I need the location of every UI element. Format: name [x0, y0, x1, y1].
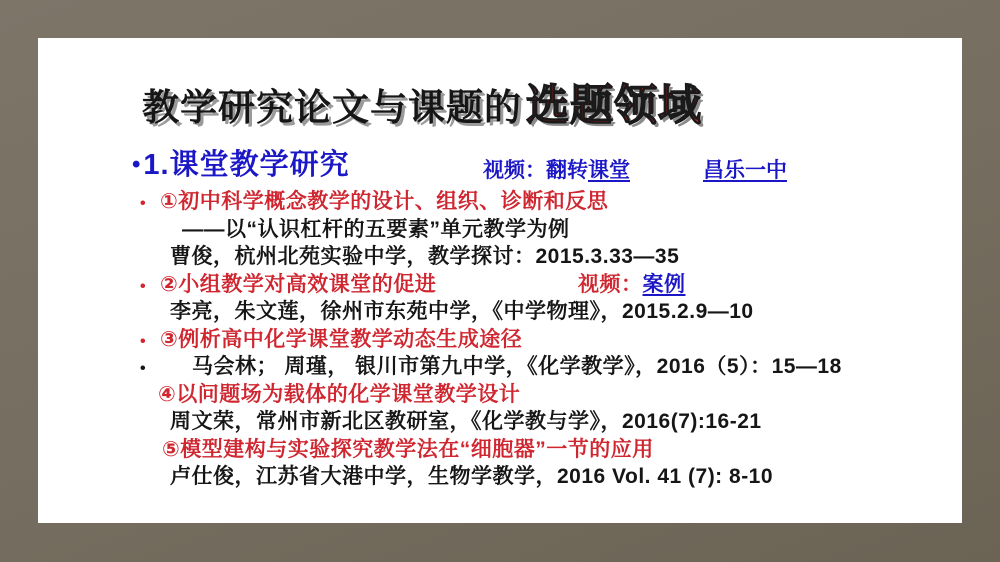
school-link[interactable]: 昌乐一中: [703, 159, 787, 182]
video-case-label: 视频：: [578, 272, 643, 296]
entry5-title: [38, 436, 962, 464]
video-flipped-classroom-link[interactable]: [483, 154, 630, 184]
entry5-citation-text: 卢仕俊，江苏省大港中学，生物学教学，2016 Vol. 41 (7): 8-10: [170, 465, 774, 488]
page-title: [142, 72, 702, 133]
slide: [38, 38, 962, 523]
entry3-bullet: •: [140, 332, 147, 350]
section-label: 1.课堂教学研究: [143, 149, 350, 181]
entry3-title-text: ③例析高中化学课堂教学动态生成途径: [160, 327, 523, 351]
section-heading: [132, 142, 350, 183]
entry3-citation-text: 马会林； 周瑾， 银川市第九中学，《化学教学》，2016（5）：15—18: [192, 355, 842, 378]
entry1-title: [38, 188, 962, 216]
entry4-citation-text: 周文荣，常州市新北区教研室，《化学教与学》，2016(7):16-21: [170, 410, 762, 433]
video-case-link[interactable]: [578, 271, 686, 299]
entry3-title: [38, 326, 962, 354]
entry1-citation: [38, 243, 962, 271]
entry1-bullet: •: [140, 195, 147, 212]
entry2-bullet: •: [140, 277, 147, 295]
entry1-subtitle-text: ——以“认识杠杆的五要素”单元教学为例: [182, 217, 570, 241]
reference-list: [38, 188, 962, 491]
entry1-title-text: ①初中科学概念教学的设计、组织、诊断和反思: [160, 190, 609, 213]
section-bullet: •: [132, 151, 142, 178]
entry3-citation-bullet: •: [140, 360, 147, 377]
title-black-text: 教学研究论文与课题的: [142, 87, 522, 128]
entry4-title: [38, 381, 962, 409]
title-red-text: 选题领域: [526, 82, 702, 130]
entry2-citation: [38, 298, 962, 326]
video-link-text[interactable]: 课堂: [588, 159, 630, 182]
entry1-citation-text: 曹俊，杭州北苑实验中学，教学探讨：2015.3.33—35: [170, 245, 680, 268]
entry2-title: [38, 271, 962, 299]
entry4-title-text: ④以问题场为载体的化学课堂教学设计: [158, 382, 521, 406]
entry2-title-text: ②小组教学对高效课堂的促进: [160, 272, 437, 296]
video-prefix: 视频：翻转: [483, 159, 588, 182]
entry4-citation: [38, 408, 962, 436]
entry1-subtitle: [38, 216, 962, 244]
entry5-title-text: ⑤模型建构与实验探究教学法在“细胞器”一节的应用: [162, 437, 654, 461]
entry2-citation-text: 李亮，朱文莲，徐州市东苑中学，《中学物理》，2015.2.9—10: [170, 300, 754, 323]
entry3-citation: [38, 353, 962, 381]
video-case-link-text[interactable]: 案例: [642, 272, 686, 296]
entry5-citation: [38, 463, 962, 491]
